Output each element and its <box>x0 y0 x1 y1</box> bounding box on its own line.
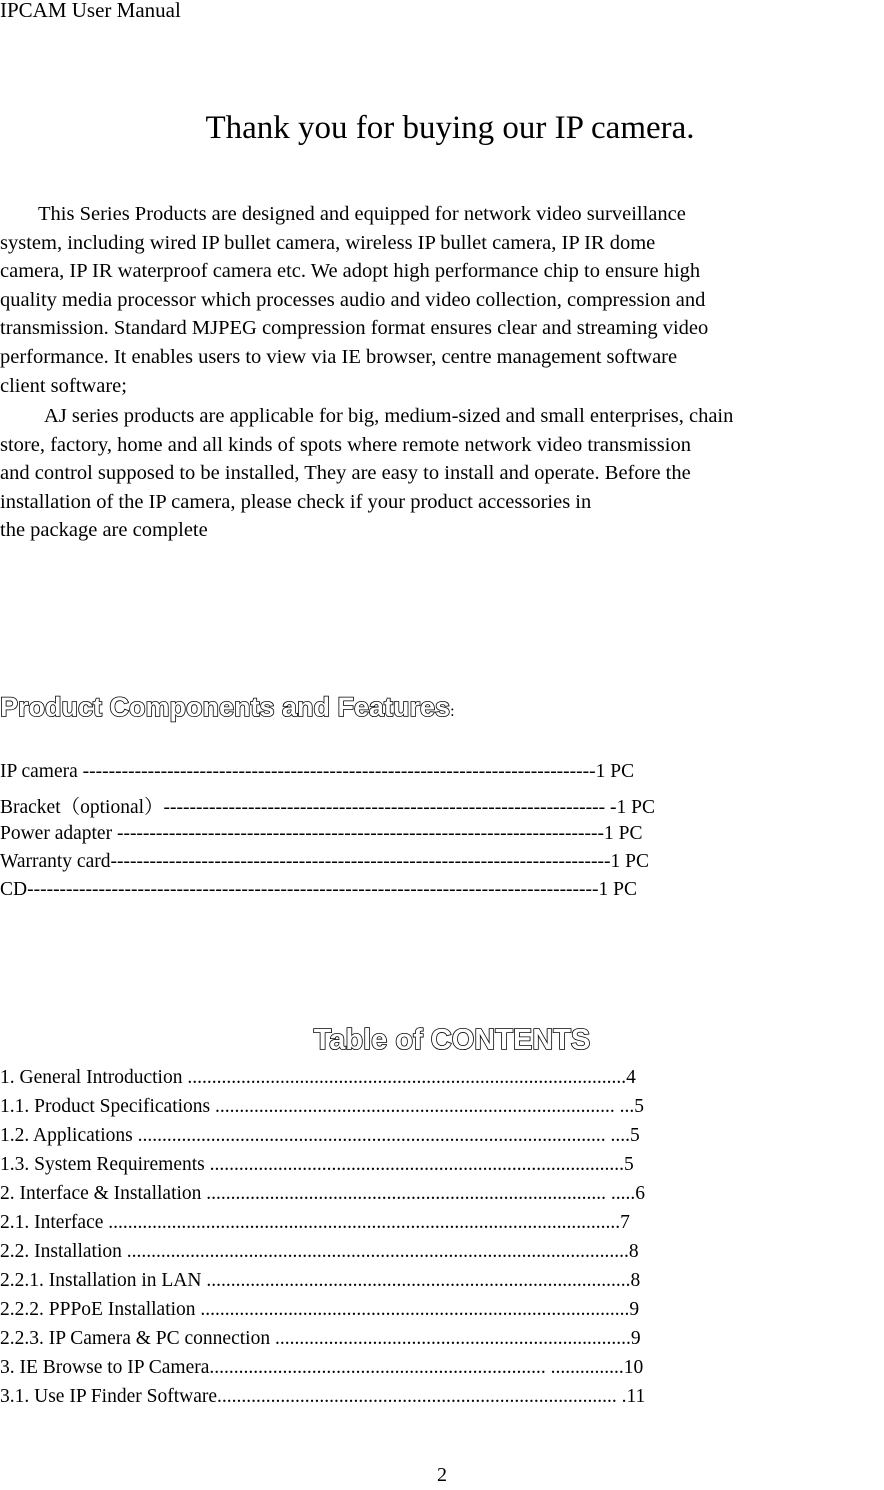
toc-heading: Table of CONTENTS <box>313 1024 591 1056</box>
components-heading <box>0 692 455 723</box>
component-item: Warranty card-----------------------------------------------------------------------------1 PC <box>0 851 649 872</box>
toc-entry[interactable]: 1.3. System Requirements .....................................................................................5 <box>0 1154 634 1175</box>
toc-entry[interactable]: 2.2.1. Installation in LAN .......................................................................................8 <box>0 1270 641 1291</box>
intro-line: transmission. Standard MJPEG compression format ensures clear and streaming video <box>0 317 709 340</box>
intro-line: This Series Products are designed and equipped for network video surveillance <box>38 203 686 225</box>
component-item: IP camera -------------------------------------------------------------------------------1 PC <box>0 761 635 782</box>
intro-paragraph-1 <box>0 200 708 400</box>
toc-entry[interactable]: 1.1. Product Specifications .................................................................................. ...5 <box>0 1096 645 1117</box>
toc-entry[interactable]: 2. Interface & Installation .................................................................................. .....6 <box>0 1183 646 1204</box>
page-number: 2 <box>437 1464 447 1486</box>
toc-entry[interactable]: 2.2.2. PPPoE Installation ........................................................................................9 <box>0 1299 640 1320</box>
toc-entry[interactable]: 2.2. Installation .......................................................................................................8 <box>0 1241 639 1262</box>
component-item: Bracket（optional）-------------------------------------------------------------------- -1 PC <box>0 797 655 818</box>
intro-line: system, including wired IP bullet camera, wireless IP bullet camera, IP IR dome <box>0 231 656 254</box>
intro-line: store, factory, home and all kinds of spots where remote network video transmission <box>0 433 691 456</box>
toc-entry[interactable]: 2.2.3. IP Camera & PC connection .........................................................................9 <box>0 1328 641 1349</box>
component-item: Power adapter ---------------------------------------------------------------------------1 PC <box>0 823 643 844</box>
intro-paragraph-2 <box>0 402 733 545</box>
intro-line: performance. It enables users to view via IE browser, centre management software <box>0 345 678 368</box>
components-heading-colon: : <box>450 703 455 720</box>
intro-line: client software; <box>0 374 127 397</box>
toc-entry[interactable]: 1.2. Applications ................................................................................................ ....5 <box>0 1125 640 1146</box>
intro-line: camera, IP IR waterproof camera etc. We adopt high performance chip to ensure high <box>0 260 701 283</box>
toc-entry[interactable]: 3.1. Use IP Finder Software.................................................................................. .11 <box>0 1386 646 1407</box>
document-header: IPCAM User Manual <box>0 0 181 22</box>
intro-line: installation of the IP camera, please check if your product accessories in <box>0 490 592 513</box>
intro-line: quality media processor which processes audio and video collection, compression and <box>0 288 706 311</box>
intro-line: the package are complete <box>0 519 208 542</box>
intro-line: AJ series products are applicable for big, medium-sized and small enterprises, chain <box>44 405 734 427</box>
component-item: CD----------------------------------------------------------------------------------------1 PC <box>0 879 638 900</box>
intro-line: and control supposed to be installed, They are easy to install and operate. Before the <box>0 462 691 485</box>
toc-entry[interactable]: 3. IE Browse to IP Camera..................................................................... ...............10 <box>0 1357 644 1378</box>
toc-entry[interactable]: 2.1. Interface .........................................................................................................7 <box>0 1212 630 1233</box>
toc-entry[interactable]: 1. General Introduction ..........................................................................................4 <box>0 1067 636 1088</box>
page-title: Thank you for buying our IP camera. <box>205 110 695 146</box>
components-heading-text: Product Components and Features <box>0 692 451 722</box>
